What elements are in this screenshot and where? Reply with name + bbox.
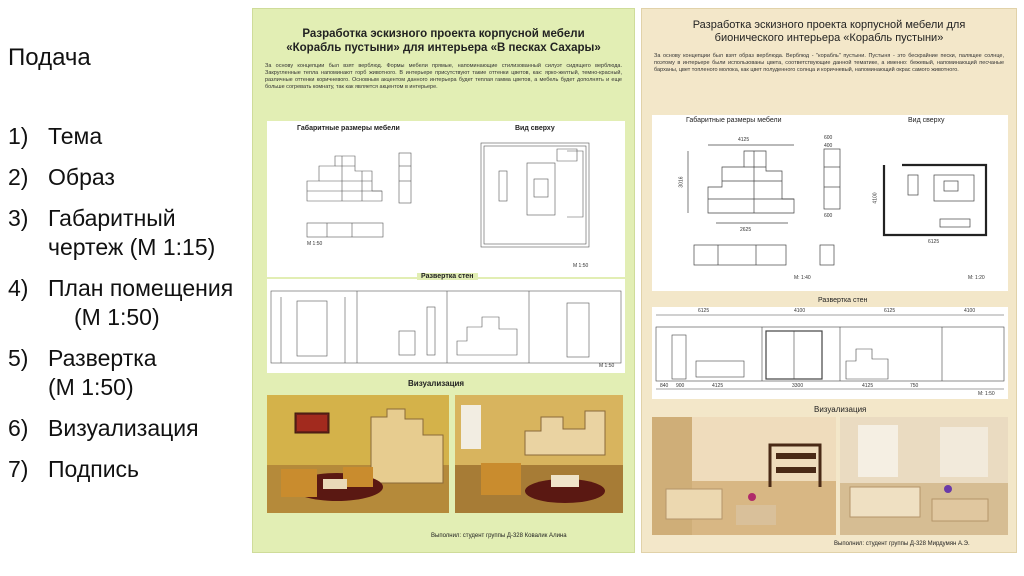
list-item-number: 5): [8, 345, 29, 371]
interior-render-2: [455, 395, 623, 513]
poster-title-line: Разработка эскизного проекта корпусной мебели: [302, 28, 585, 40]
poster-title: [253, 27, 634, 55]
render-image: [455, 395, 623, 513]
list-item: [8, 414, 258, 443]
wall-width: 6125: [884, 308, 896, 314]
walls-panel: [267, 273, 625, 373]
dim-height: 3016: [678, 176, 685, 188]
list-item: [8, 204, 258, 262]
list-item-text: Тема: [48, 123, 103, 149]
list-item-text: [48, 204, 215, 262]
list-item: [8, 455, 258, 484]
scale-plan: М: 1:20: [968, 275, 985, 281]
signature: Выполнил: студент группы Д-328 Мирдумян А.Э.: [834, 541, 970, 547]
list-item-text: Подпись: [48, 456, 140, 482]
viz-label: Визуализация: [814, 405, 867, 414]
interior-render-2: [840, 417, 1008, 535]
slide-title: Подача: [8, 44, 91, 71]
interior-render-1: [652, 417, 836, 535]
wall-width: 4100: [964, 308, 976, 314]
list-item-text: Визуализация: [48, 415, 199, 441]
wall-bottom-dim: 4125: [862, 383, 874, 389]
poster-description: За основу концепции был взят верблюд. Формы мебели прямые, напоминающие стилизованный силуэт сидящего верблюда. Закругленные тепла напоминают горб животного. В интерьере присутствуют такие оттенки цветов, как: ярко-желтый, темно-красный, различные оттенки коричневого. Основным акцентом данного интерьера будет теплая гамма цветов, а мебель будет дополнять и еще больше согревать комнату, так как является акцентом в интерьере.: [265, 63, 622, 90]
interior-render-1: [267, 395, 449, 513]
dim-plan-width: 6125: [928, 239, 940, 245]
dim-width: 4125: [738, 137, 750, 143]
poster-title-line: бионического интерьера «Корабль пустыни»: [714, 32, 944, 44]
top-view-label: Вид сверху: [515, 125, 555, 132]
walls-label: Развертка стен: [417, 273, 478, 280]
scale-walls: М: 1:50: [978, 391, 995, 397]
list-item-number: 7): [8, 456, 29, 482]
top-view-label: Вид сверху: [908, 117, 945, 124]
poster-title-line: Разработка эскизного проекта корпусной мебели для: [692, 19, 966, 31]
wall-bottom-dim: 4125: [712, 383, 724, 389]
list-item-line: (М 1:50): [48, 374, 134, 400]
dimensions-label: Габаритные размеры мебели: [297, 125, 400, 132]
poster-kovalik: [252, 8, 635, 553]
scale-furniture: М 1:50: [307, 241, 323, 247]
furniture-drawing: [267, 121, 625, 277]
list-item-number: 6): [8, 415, 29, 441]
dim-plan-height: 4100: [872, 192, 879, 204]
wall-width: 4100: [794, 308, 806, 314]
list-item-line: чертеж (М 1:15): [48, 234, 216, 260]
list-item-line: Развертка: [48, 345, 157, 371]
scale-furniture: М: 1:40: [794, 275, 811, 281]
dim-side-top: 600: [824, 135, 833, 141]
submission-list: [8, 122, 258, 496]
walls-label: Развертка стен: [818, 297, 868, 304]
list-item: [8, 344, 258, 402]
list-item-text: Образ: [48, 164, 115, 190]
list-item: [8, 122, 258, 151]
drawing-panel: [267, 121, 625, 277]
poster-description: За основу концепции был взят образ верблюда. Верблюд - "корабль" пустыни. Пустыня - это бескрайние пески, палящее солнце, поэтому в интерьере были использованы цвета, соответствующие данной тематике, а именно: бежевый, напоминающий песчаные барханы, цвет топленого молока, как цвет полуденного солнца и коричневый, напоминающий окрас самого животного.: [654, 53, 1004, 73]
list-item-text: [48, 274, 233, 332]
list-item-line: План помещения: [48, 275, 234, 301]
dim-bottom: 2625: [740, 227, 752, 233]
scale-plan: М 1:50: [573, 263, 589, 269]
wall-bottom-dim: 840: [660, 383, 669, 389]
list-item: [8, 163, 258, 192]
list-item-number: 2): [8, 164, 29, 190]
wall-bottom-dim: 750: [910, 383, 919, 389]
furniture-drawing: [652, 115, 1008, 291]
drawing-panel: [652, 115, 1008, 291]
wall-bottom-dim: 900: [676, 383, 685, 389]
list-item-number: 1): [8, 123, 29, 149]
poster-title: [642, 19, 1016, 45]
render-image: [267, 395, 449, 513]
list-item: [8, 274, 258, 332]
wall-bottom-dim: 3300: [792, 383, 804, 389]
walls-panel: [652, 307, 1008, 399]
poster-title-line: «Корабль пустыни» для интерьера «В песках Сахары»: [286, 42, 601, 54]
list-item-number: 4): [8, 275, 29, 301]
list-item-line: (М 1:50): [74, 304, 160, 330]
walls-drawing: [267, 279, 625, 373]
dim-side-2: 400: [824, 143, 833, 149]
render-image: [840, 417, 1008, 535]
list-item-text: [48, 344, 157, 402]
list-item-line: Габаритный: [48, 205, 176, 231]
wall-width: 6125: [698, 308, 710, 314]
list-item-number: 3): [8, 205, 29, 231]
viz-label: Визуализация: [408, 379, 465, 388]
poster-mirdumyan: [641, 8, 1017, 553]
dim-side-bottom: 600: [824, 213, 833, 219]
signature: Выполнил: студент группы Д-328 Ковалик Алина: [431, 533, 567, 539]
dimensions-label: Габаритные размеры мебели: [686, 117, 782, 124]
scale-walls: М 1:50: [599, 363, 615, 369]
render-image: [652, 417, 836, 535]
walls-drawing: [652, 307, 1008, 399]
